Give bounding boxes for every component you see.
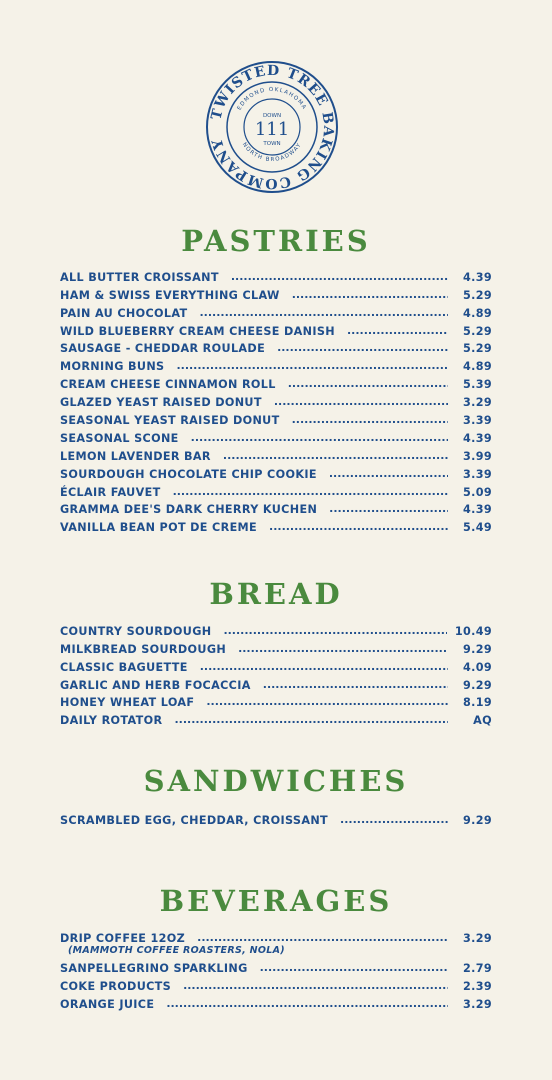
dot-leader [329,503,448,516]
beverages-list [60,927,492,1011]
dot-leader [269,521,448,534]
menu-item-name: SCRAMBLED EGG, CHEDDAR, CROISSANT [60,813,329,827]
menu-item-price: 5.49 [462,521,492,535]
menu-item-price: AQ [473,714,492,728]
dot-leader [200,661,448,674]
menu-item [60,391,492,409]
menu-item [60,674,492,692]
dot-leader [197,932,448,945]
menu-item-name: COUNTRY SOURDOUGH [60,624,212,638]
menu-item [60,692,492,710]
menu-item-price: 9.29 [462,813,492,827]
menu-item-price: 4.89 [462,306,492,320]
menu-item-price: 9.29 [462,642,492,656]
sandwiches-heading: SANDWICHES [143,764,409,798]
menu-item-price: 3.29 [462,931,492,945]
dot-leader [200,307,449,320]
menu-item-price: 9.29 [462,678,492,692]
menu-item-price: 4.89 [462,360,492,374]
beverages-heading: BEVERAGES [159,884,393,918]
menu-item [60,338,492,356]
menu-item [60,427,492,445]
dot-leader [223,450,448,463]
menu-item-name: GLAZED YEAST RAISED DONUT [60,396,262,410]
logo-inner-bottom-text: NORTH BROADWAY [240,141,304,164]
dot-leader [274,396,448,409]
menu-item [60,284,492,302]
pastries-heading: PASTRIES [181,224,371,258]
menu-item-name: ORANGE JUICE [60,997,155,1011]
menu-item [60,320,492,338]
dot-leader [292,289,448,302]
menu-item [60,355,492,373]
dot-leader [277,342,448,355]
bread-heading: BREAD [209,577,343,611]
bread-list [60,620,492,727]
menu-item [60,463,492,481]
dot-leader [191,432,448,445]
menu-item-name: CLASSIC BAGUETTE [60,660,188,674]
menu-item-name: PAIN AU CHOCOLAT [60,306,188,320]
menu-item-price: 5.29 [462,342,492,356]
menu-item-note: (MAMMOTH COFFEE ROASTERS, NOLA) [68,944,285,956]
dot-leader [288,378,448,391]
bakery-logo-seal [205,60,339,194]
dot-leader [340,814,448,827]
menu-item-name: DAILY ROTATOR [60,714,163,728]
menu-item [60,709,492,727]
menu-item-name: WILD BLUEBERRY CREAM CHEESE DANISH [60,324,335,338]
logo-outer-text: TWISTED TREE BAKING COMPANY [208,62,337,192]
menu-item-name: ÉCLAIR FAUVET [60,485,161,499]
menu-item-price: 5.29 [462,288,492,302]
menu-item-name: VANILLA BEAN POT DE CREME [60,521,258,535]
menu-item-price: 4.39 [462,270,492,284]
menu-item-price: 4.39 [462,503,492,517]
menu-item-name: SEASONAL YEAST RAISED DONUT [60,414,280,428]
dot-leader [206,696,448,709]
dot-leader [176,360,448,373]
menu-item-name: SOURDOUGH CHOCOLATE CHIP COOKIE [60,467,317,481]
menu-item-price: 2.39 [462,979,492,993]
menu-item-price: 3.99 [462,449,492,463]
menu-item-name: GARLIC AND HERB FOCACCIA [60,678,251,692]
menu-item-name: HONEY WHEAT LOAF [60,696,195,710]
menu-item-name: GRAMMA DEE'S DARK CHERRY KUCHEN [60,503,318,517]
dot-leader [183,980,448,993]
menu-item-name: HAM & SWISS EVERYTHING CLAW [60,288,280,302]
menu-item-price: 4.39 [462,431,492,445]
menu-item-name: ALL BUTTER CROISSANT [60,270,219,284]
menu-item-name: MILKBREAD SOURDOUGH [60,642,227,656]
dot-leader [260,962,448,975]
menu-item-price: 3.29 [462,396,492,410]
menu-item-name: SAUSAGE - CHEDDAR ROULADE [60,342,266,356]
menu-item [60,499,492,517]
menu-item [60,445,492,463]
menu-item-name: SANPELLEGRINO SPARKLING [60,961,248,975]
menu-item-price: 5.29 [462,324,492,338]
menu-item [60,809,492,827]
menu-item-price: 5.39 [462,378,492,392]
menu-item-name: SEASONAL SCONE [60,431,179,445]
menu-item-name: CREAM CHEESE CINNAMON ROLL [60,378,276,392]
menu-item-price: 10.49 [454,624,492,638]
pastries-list [60,266,492,534]
menu-item [60,993,492,1011]
dot-leader [347,325,448,338]
menu-item [60,656,492,674]
dot-leader [174,714,448,727]
menu-item-price: 3.39 [462,467,492,481]
menu-item-name: MORNING BUNS [60,360,165,374]
menu-item [60,638,492,656]
logo-center-top: DOWN [262,113,282,119]
menu-item [60,302,492,320]
dot-leader [223,625,446,638]
dot-leader [263,679,448,692]
menu-item-price: 4.09 [462,660,492,674]
sandwiches-list [60,809,492,827]
dot-leader [238,643,448,656]
menu-item-price: 8.19 [462,696,492,710]
logo-center-bottom: TOWN [263,141,281,147]
menu-item-price: 3.39 [462,414,492,428]
menu-item [60,481,492,499]
logo-center-number: 111 [254,119,290,140]
menu-item [60,975,492,993]
menu-item [60,620,492,638]
menu-item [60,266,492,284]
menu-item-price: 3.29 [462,997,492,1011]
menu-item-price: 2.79 [462,961,492,975]
menu-item-price: 5.09 [462,485,492,499]
menu-item [60,373,492,391]
dot-leader [231,271,448,284]
dot-leader [166,998,448,1011]
menu-item-name: LEMON LAVENDER BAR [60,449,211,463]
menu-item [60,516,492,534]
dot-leader [329,468,448,481]
dot-leader [292,414,448,427]
menu-item-name: DRIP COFFEE 12OZ [60,931,186,945]
menu-item-name: COKE PRODUCTS [60,979,172,993]
logo-seal-graphic [205,60,339,194]
menu-item [60,927,492,945]
logo-inner-top-text: EDMOND OKLAHOMA [236,86,308,112]
menu-item [60,957,492,975]
dot-leader [173,486,448,499]
menu-item [60,409,492,427]
